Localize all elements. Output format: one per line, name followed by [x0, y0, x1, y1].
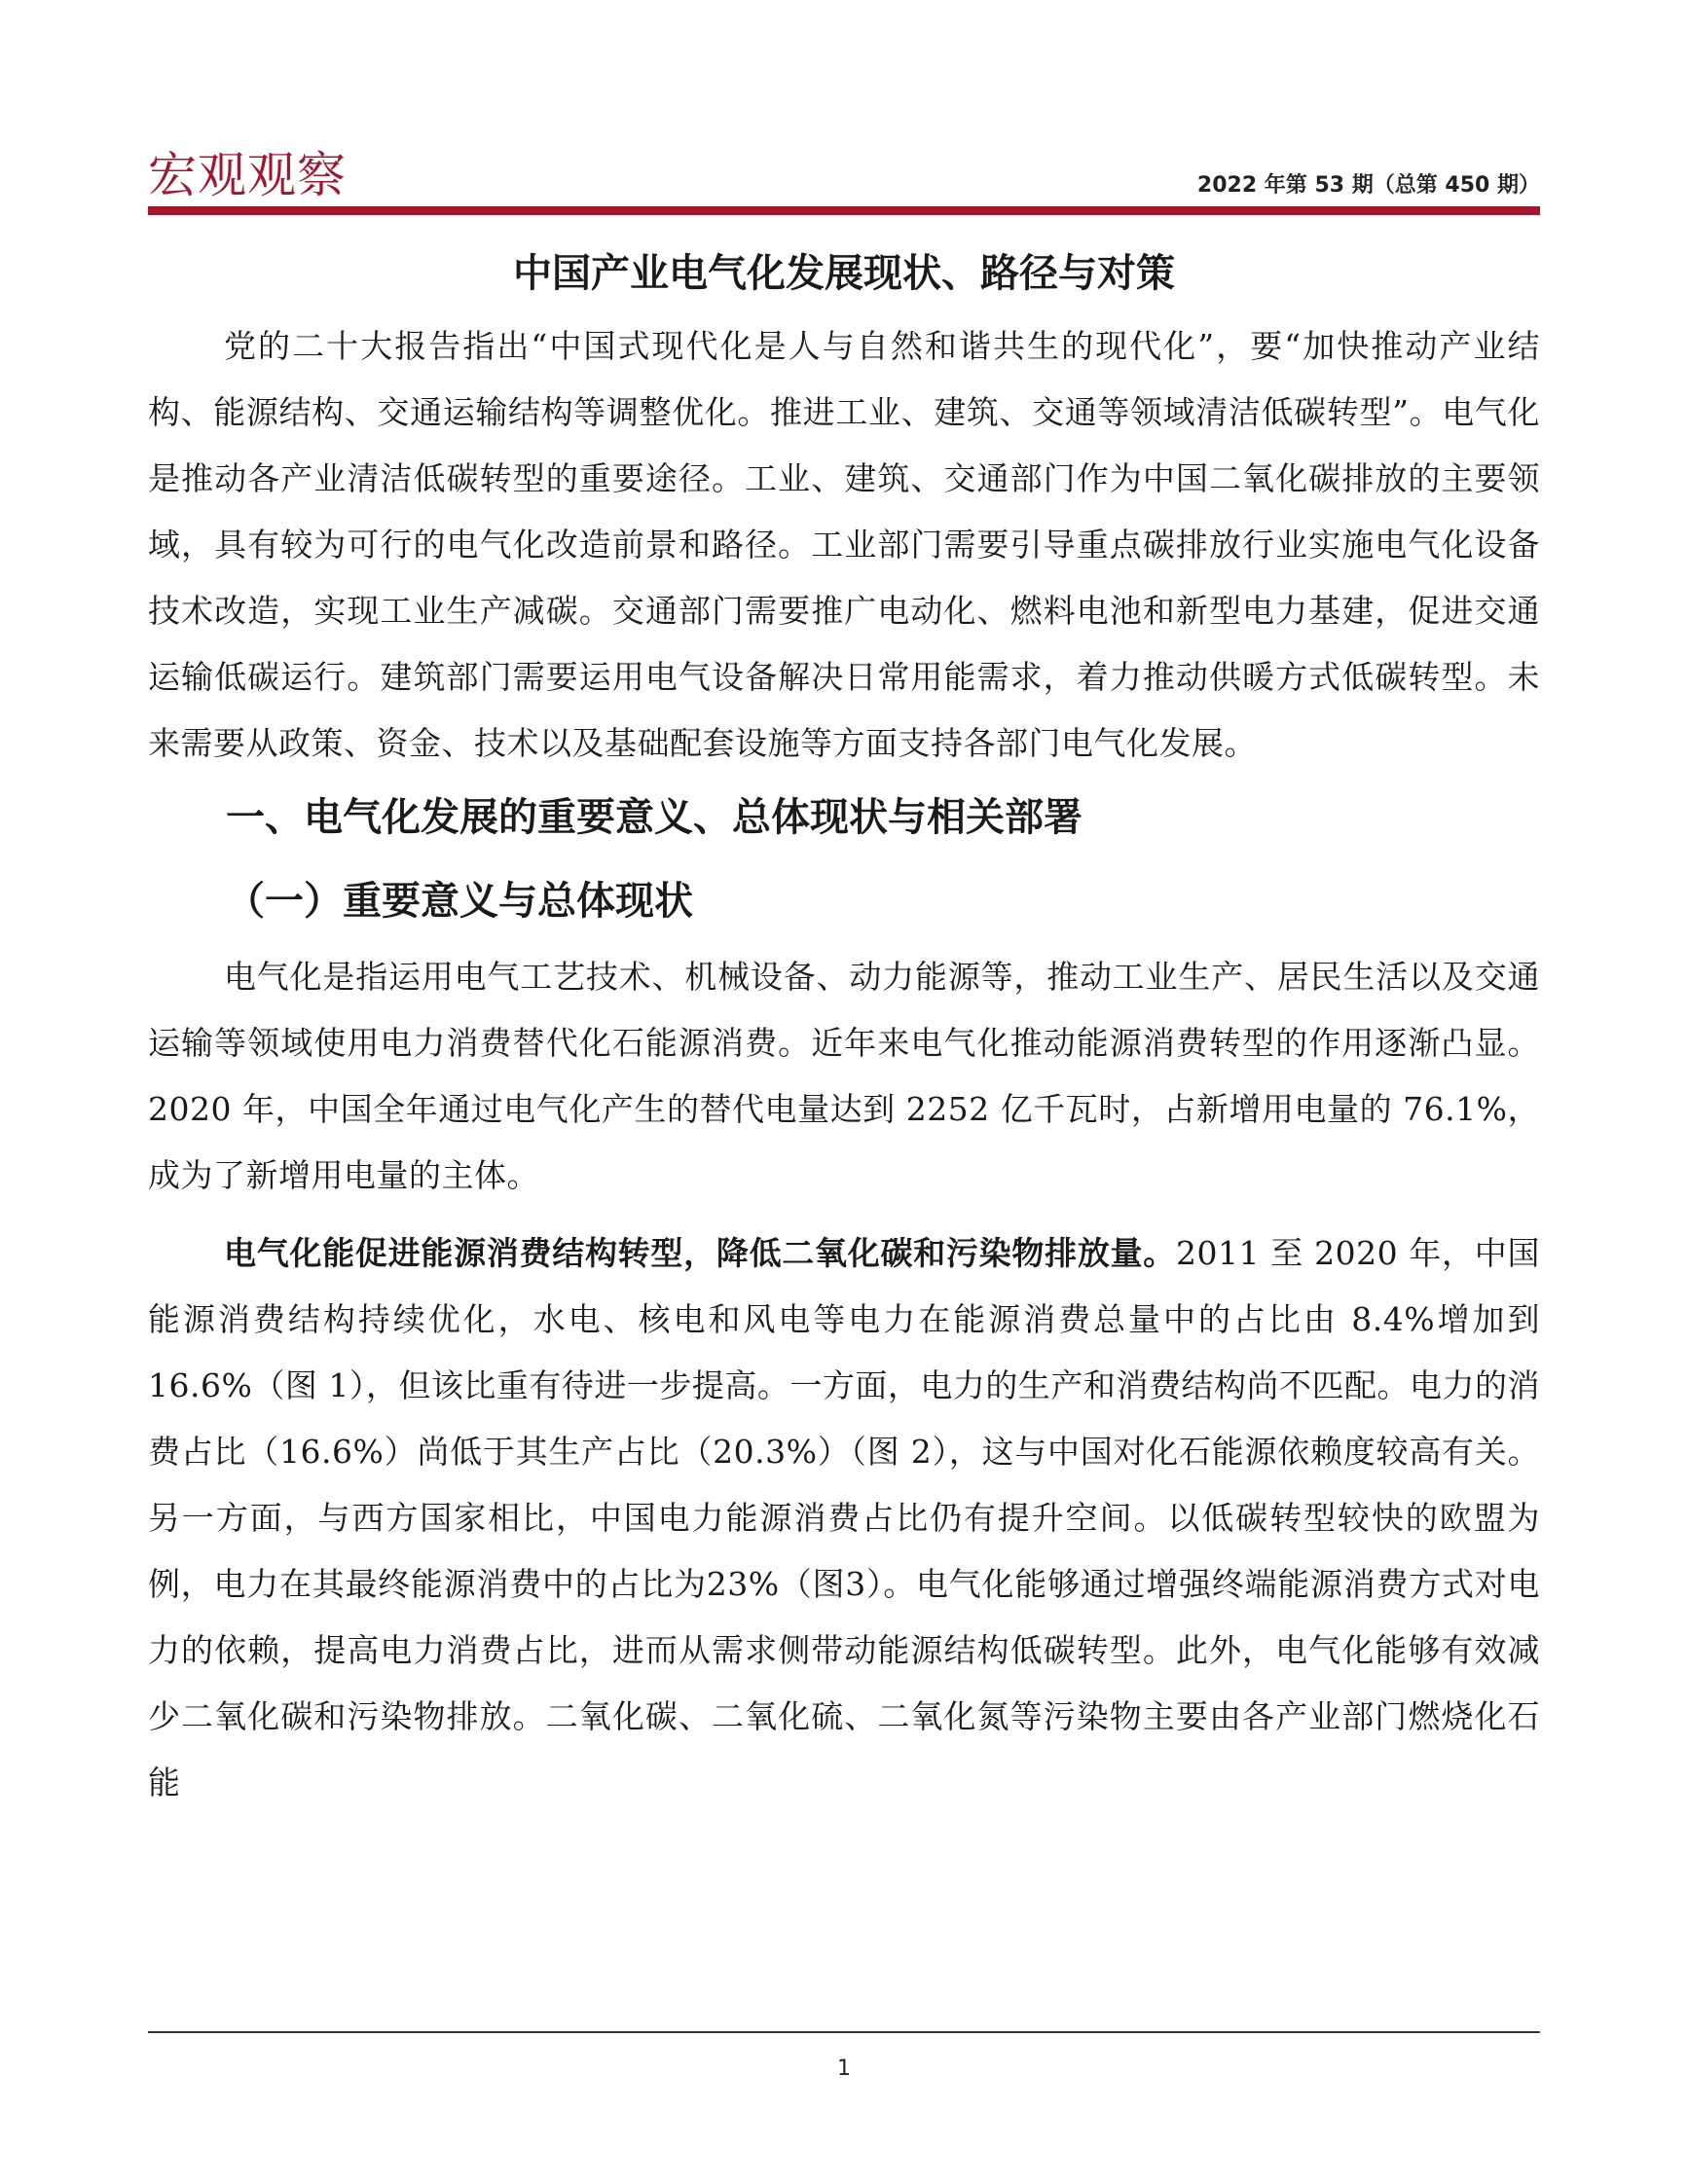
article-body — [148, 234, 1540, 1816]
header-divider — [148, 206, 1540, 215]
subsection-heading: （一）重要意义与总体现状 — [226, 879, 693, 924]
paragraph-body-text: 2011 至 2020 年，中国能源消费结构持续优化，水电、核电和风电等电力在能源消费总量中的占比由 8.4%增加到 16.6%（图 1），但该比重有待进一步提高。一方面，电力的生产和消费结构尚不匹配。电力的消费占比（16.6%）尚低于其生产占比（20.3%）（图 2），这与中国对化石能源依赖度较高有关。另一方面，与西方国家相比，中国电力能源消费占比仍有提升空间。以低碳转型较快的欧盟为例，电力在其最终能源消费中的占比为23%（图3）。电气化能够通过增强终端能源消费方式对电力的依赖，提高电力消费占比，进而从需求侧带动能源结构低碳转型。此外，电气化能够有效减少二氧化碳和污染物排放。二氧化碳、二氧化硫、二氧化氮等污染物主要由各产业部门燃烧化石能 — [148, 1234, 1541, 1802]
issue-number: 2022 年第 53 期（总第 450 期） — [1196, 173, 1540, 198]
body-paragraph-1: 电气化是指运用电气工艺技术、机械设备、动力能源等，推动工业生产、居民生活以及交通运输等领域使用电力消费替代化石能源消费。近年来电气化推动能源消费转型的作用逐渐凸显。2020 年，中国全年通过电气化产生的替代电量达到 2252 亿千瓦时，占新增用电量的 76.1%，成为了新增用电量的主体。 — [148, 958, 1540, 1194]
intro-paragraph: 党的二十大报告指出“中国式现代化是人与自然和谐共生的现代化”，要“加快推动产业结构、能源结构、交通运输结构等调整优化。推进工业、建筑、交通等领域清洁低碳转型”。电气化是推动各产业清洁低碳转型的重要途径。工业、建筑、交通部门作为中国二氧化碳排放的主要领域，具有较为可行的电气化改造前景和路径。工业部门需要引导重点碳排放行业实施电气化设备技术改造，实现工业生产减碳。交通部门需要推广电动化、燃料电池和新型电力基建，促进交通运输低碳运行。建筑部门需要运用电气设备解决日常用能需求，着力推动供暖方式低碳转型。未来需要从政策、资金、技术以及基础配套设施等方面支持各部门电气化发展。 — [148, 327, 1540, 762]
section-heading: 一、电气化发展的重要意义、总体现状与相关部署 — [226, 795, 1083, 840]
body-paragraph-2 — [148, 1220, 1540, 1816]
document-title: 中国产业电气化发展现状、路径与对策 — [513, 251, 1175, 296]
paragraph-lead-sentence: 电气化能促进能源消费结构转型，降低二氧化碳和污染物排放量。 — [224, 1234, 1176, 1272]
masthead-title: 宏观观察 — [148, 147, 347, 203]
page-number: 1 — [837, 2057, 851, 2081]
footer-divider — [148, 2031, 1540, 2033]
